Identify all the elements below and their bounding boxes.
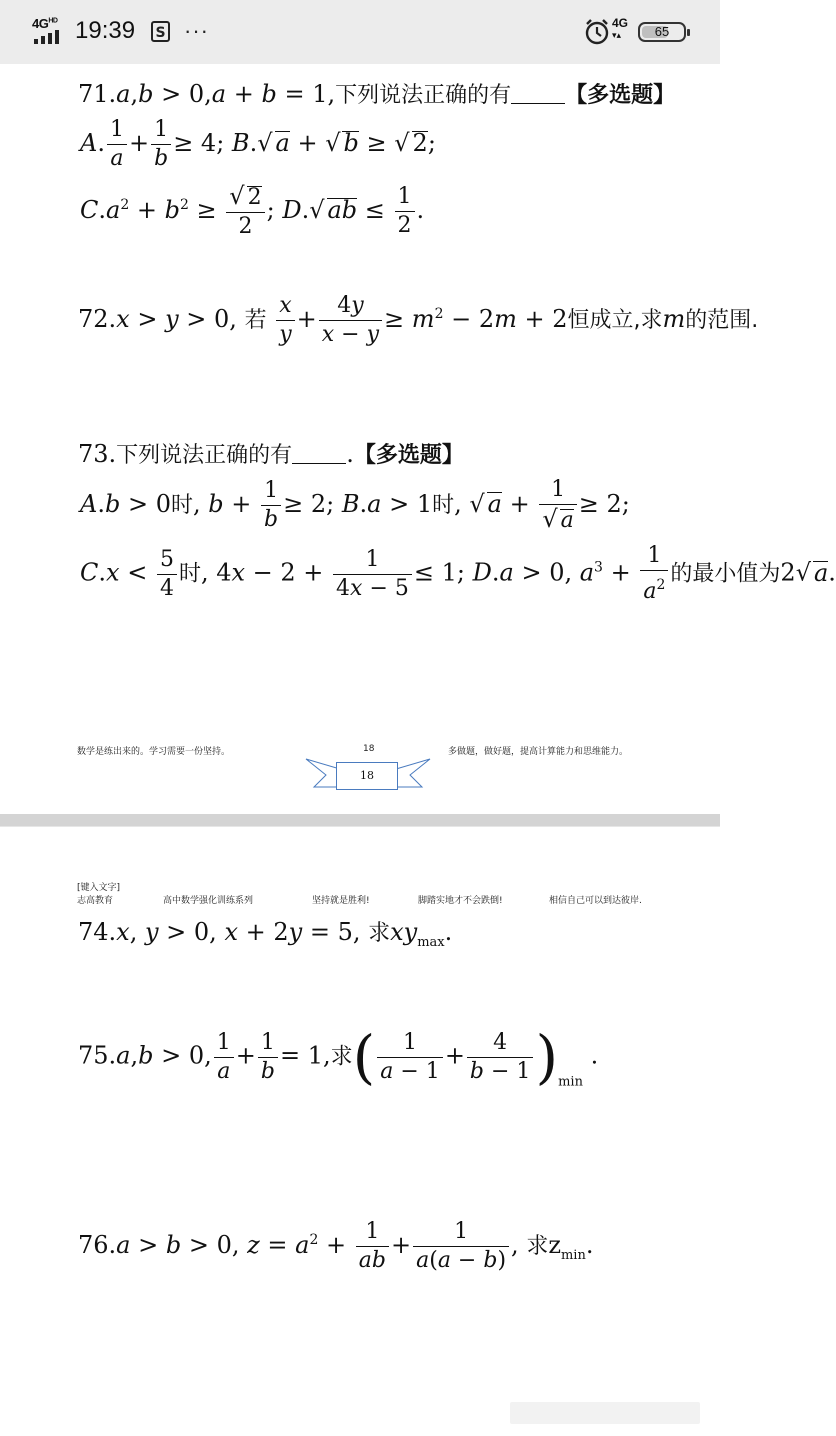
network-type-label: 4G — [32, 16, 49, 31]
mobile-data-label: 4G — [612, 16, 629, 30]
question-73-options-cd: C.x < $\frac{5}{4}$ 时, 4x − 2 + $\frac{1}{4x - 5}$ ≤ 1; D.a > 0, $a^3$ + $\frac{1}{a^2}$ 的最小值为2√ a. — [80, 543, 836, 604]
question-71-options-ab: A. $\frac{1}{a}$ + $\frac{1}{b}$ ≥ 4; B.√ a + √ b ≥ √ 2; — [80, 117, 436, 171]
signal-icon — [32, 16, 68, 46]
header-item-2: 高中数学强化训练系列 — [163, 896, 254, 906]
header-item-3: 坚持就是胜利! — [312, 896, 370, 906]
question-73-options-ab: A.b > 0时, b + $\frac{1}{b}$ ≥ 2; B.a > 1时, √ a + $\frac{1}{√ a}$ ≥ 2; — [80, 477, 630, 533]
battery-icon — [638, 22, 686, 42]
footer-left-motto: 数学是练出来的。学习需要一份坚持。 — [77, 747, 231, 757]
network-hd-label: HD — [48, 17, 58, 25]
page-number-ribbon — [304, 755, 432, 793]
question-73-stem: 73.下列说法正确的有 .【多选题】 — [78, 440, 464, 468]
footer-page-number: 18 — [363, 744, 375, 754]
question-74: 74.x, y > 0, x + 2y = 5, 求$xy_{max}$. — [78, 918, 453, 950]
question-71-options-cd: $C.a^2 + b^2$ ≥ $\frac{√ 2}{2}$ ; D.√ ab ≤ $\frac{1}{2}$ . — [80, 182, 425, 239]
header-placeholder: [键入文字] — [77, 883, 121, 893]
header-item-4: 脚踏实地才不会跌倒! — [418, 896, 503, 906]
status-bar — [0, 0, 720, 64]
ribbon-page-number: 18 — [336, 762, 398, 790]
alarm-clock-icon — [584, 18, 610, 46]
footer-right-motto: 多做题，做好题，提高计算能力和思维能力。 — [448, 747, 629, 757]
more-notifications-icon: ··· — [184, 18, 209, 43]
page-separator — [0, 814, 720, 826]
app-notification-icon — [151, 21, 171, 43]
question-72: 72.x > y > 0, 若 $\frac{x}{y}$ + $\frac{4y}{x - y}$ ≥ $m^2 - 2m + 2$恒成立,求m的范围. — [78, 293, 759, 347]
svg-text:S: S — [155, 25, 166, 41]
header-item-5: 相信自己可以到达彼岸. — [549, 896, 642, 906]
clock-time: 19:39 — [75, 17, 136, 44]
header-item-1: 志高教育 — [77, 896, 114, 906]
mobile-data-icon: 4G ▾▴ — [612, 16, 629, 40]
battery-level: 65 — [654, 24, 670, 39]
question-71-stem: 71.a,b > 0,a + b = 1,下列说法正确的有 【多选题】 — [78, 80, 676, 108]
question-75: 75.a,b > 0, $\frac{1}{a}$ + $\frac{1}{b}$ = 1,求( $\frac{1}{a - 1}$ + $\frac{4}{b - 1}$ )$_{min}$ . — [78, 1023, 599, 1091]
watermark — [510, 1402, 700, 1424]
question-76: 76.a > b > 0, $z = a^2$ + $\frac{1}{ab}$ + $\frac{1}{a(a - b)}$ , 求$z_{min}$. — [78, 1219, 594, 1273]
